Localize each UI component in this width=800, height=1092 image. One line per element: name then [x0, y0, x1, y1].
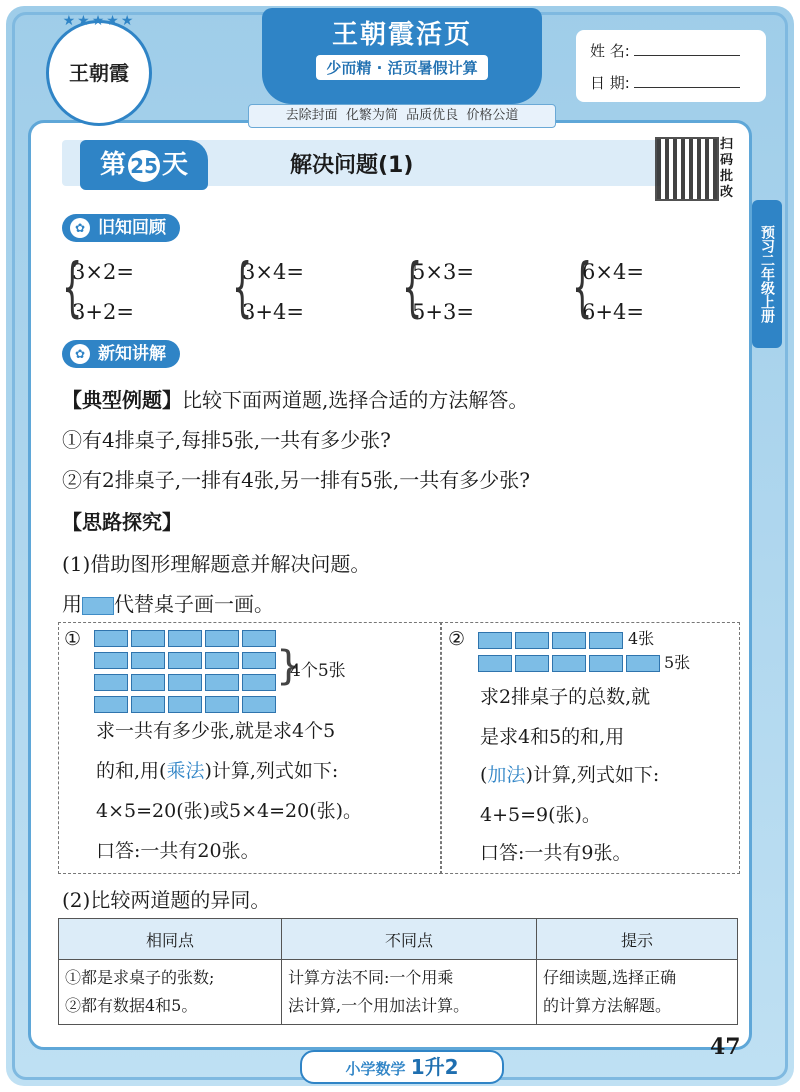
day-prefix: 第 — [99, 150, 126, 180]
row1-label: 4张 — [628, 629, 655, 648]
row2-label: 5张 — [664, 653, 691, 672]
panel2-marker: ② — [448, 628, 466, 650]
desk-rect — [131, 652, 165, 669]
date-field[interactable] — [634, 73, 740, 88]
brace-icon: { — [572, 251, 593, 325]
brand-logo — [46, 13, 152, 126]
question-1: ①有4排桌子,每排5张,一共有多少张? — [62, 428, 391, 452]
review-item: 3×4= — [242, 260, 304, 284]
new-heading: ✿ 新知讲解 — [62, 340, 180, 368]
review-item: 3+2= — [72, 300, 134, 324]
footer-grade: 1升2 — [410, 1055, 459, 1079]
table-header: 相同点 — [59, 919, 282, 960]
brace-label: 4个5张 — [290, 661, 346, 681]
table-cell-same: ①都是求桌子的张数; ②都有数据4和5。 — [59, 960, 282, 1025]
panel2-line5: 口答:一共有9张。 — [480, 842, 632, 864]
desk-rect — [205, 652, 239, 669]
desk-rect — [94, 696, 128, 713]
review-pair-3 — [402, 252, 474, 332]
brand-title: 王朝霞活页 — [331, 20, 472, 50]
logo-text: 王朝霞 — [69, 61, 129, 85]
review-item: 6×4= — [582, 260, 644, 284]
date-row — [590, 72, 740, 93]
brace-icon: { — [402, 251, 423, 325]
scan-label: 扫码批改 — [720, 137, 734, 200]
name-date-box — [576, 30, 766, 102]
review-pair-2 — [232, 252, 304, 332]
desk-rect — [478, 655, 512, 672]
day-number: 25 — [128, 150, 160, 182]
desk-rect — [478, 632, 512, 649]
slogan: 去除封面 化繁为简 品质优良 价格公道 — [248, 104, 556, 128]
star-icon: ★★★★★ — [62, 13, 136, 29]
desk-rect — [552, 655, 586, 672]
desk-rect — [131, 674, 165, 691]
panel1-line1: 求一共有多少张,就是求4个5 — [96, 720, 336, 742]
name-row — [590, 40, 740, 61]
desk-rect — [552, 632, 586, 649]
desk-rect — [242, 696, 276, 713]
panel1-marker: ① — [64, 628, 82, 650]
desk-rect — [626, 655, 660, 672]
desk-rect — [242, 674, 276, 691]
desk-rect — [205, 630, 239, 647]
desk-rect — [205, 674, 239, 691]
draw-instruction: 用 代替桌子画一画。 — [62, 592, 274, 616]
explore-label: 【思路探究】 — [62, 510, 182, 534]
example-label: 【典型例题】 — [62, 388, 182, 412]
desk-rect — [589, 632, 623, 649]
day-badge — [80, 140, 208, 190]
side-tab: 预习二年级上册 — [752, 200, 782, 348]
desk-rect-icon — [82, 597, 114, 615]
desk-rect — [94, 630, 128, 647]
panel1-line4: 口答:一共有20张。 — [96, 840, 260, 862]
desk-rect — [515, 655, 549, 672]
review-item: 3+4= — [242, 300, 304, 324]
brand-subtitle: 少而精 · 活页暑假计算 — [316, 55, 487, 80]
desk-rect — [205, 696, 239, 713]
qr-code-icon[interactable] — [655, 137, 719, 201]
header-banner — [262, 8, 542, 104]
page-number: 47 — [710, 1034, 741, 1060]
step-1: (1)借助图形理解题意并解决问题。 — [62, 552, 371, 576]
review-pair-1 — [62, 252, 134, 332]
name-field[interactable] — [634, 41, 740, 56]
review-heading: ✿ 旧知回顾 — [62, 214, 180, 242]
panel1-line3: 4×5=20(张)或5×4=20(张)。 — [96, 800, 363, 822]
desk-rect — [242, 630, 276, 647]
desk-rect — [94, 674, 128, 691]
review-item: 5×3= — [412, 260, 474, 284]
lesson-title: 解决问题(1) — [290, 153, 414, 178]
step-2: (2)比较两道题的异同。 — [62, 888, 271, 912]
panel1-line2: 的和,用(乘法)计算,列式如下: — [96, 760, 339, 782]
name-label: 姓 名: — [590, 42, 630, 60]
brace-icon: { — [232, 251, 253, 325]
panel2-line2: 是求4和5的和,用 — [480, 726, 625, 748]
desk-rect — [242, 652, 276, 669]
example-text: 比较下面两道题,选择合适的方法解答。 — [182, 388, 529, 412]
footer-badge — [300, 1050, 504, 1084]
table-header: 提示 — [537, 919, 738, 960]
medal-icon: ✿ — [70, 218, 90, 238]
method-addition: 加法 — [487, 764, 526, 786]
desk-rect — [168, 674, 202, 691]
footer-subject: 小学数学 — [345, 1060, 406, 1078]
panel2-line1: 求2排桌子的总数,就 — [480, 686, 651, 708]
desk-rect — [168, 696, 202, 713]
brace-icon: } — [276, 643, 302, 689]
desk-rect — [168, 652, 202, 669]
review-item: 5+3= — [412, 300, 474, 324]
desk-rect — [131, 696, 165, 713]
table-header: 不同点 — [282, 919, 537, 960]
day-suffix: 天 — [162, 150, 189, 180]
desk-rect — [131, 630, 165, 647]
desk-rect — [589, 655, 623, 672]
desk-rect — [94, 652, 128, 669]
review-pair-4 — [572, 252, 644, 332]
desk-rect — [168, 630, 202, 647]
comparison-table — [58, 918, 738, 1025]
table-cell-diff: 计算方法不同:一个用乘 法计算,一个用加法计算。 — [282, 960, 537, 1025]
table-cell-tip: 仔细读题,选择正确 的计算方法解题。 — [537, 960, 738, 1025]
panel2-line4: 4+5=9(张)。 — [480, 804, 601, 826]
review-item: 6+4= — [582, 300, 644, 324]
desk-rect — [515, 632, 549, 649]
question-2: ②有2排桌子,一排有4张,另一排有5张,一共有多少张? — [62, 468, 530, 492]
method-multiplication: 乘法 — [166, 760, 205, 782]
example-line — [62, 384, 528, 413]
medal-icon: ✿ — [70, 344, 90, 364]
review-item: 3×2= — [72, 260, 134, 284]
panel2-line3: (加法)计算,列式如下: — [480, 764, 660, 786]
date-label: 日 期: — [590, 74, 630, 92]
brace-icon: { — [62, 251, 83, 325]
